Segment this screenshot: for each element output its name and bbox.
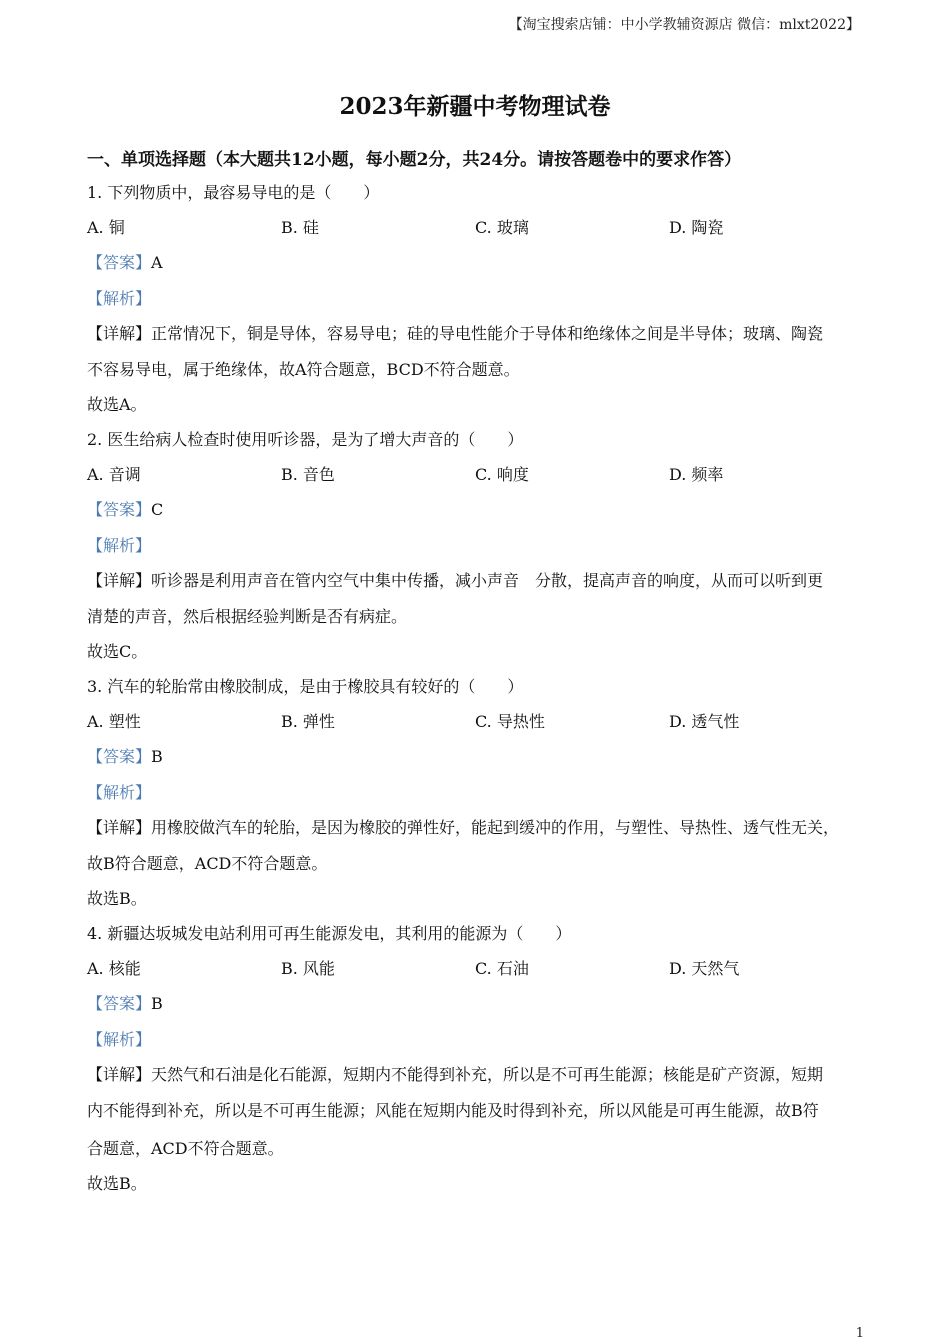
answer-label: 【答案】 [87, 994, 152, 1013]
detail-line [87, 324, 867, 344]
option-d: D. 陶瓷 [669, 218, 724, 237]
option-b: B. 音色 [281, 465, 335, 484]
option-d: D. 透气性 [669, 712, 740, 731]
detail-label: 【详解】 [87, 1065, 152, 1084]
answer-line [87, 747, 867, 767]
answer-value: C [151, 500, 164, 519]
section-title: 一、单项选择题（本大题共12小题，每小题2分，共24分。请按答题卷中的要求作答） [87, 150, 742, 170]
conclusion: 故选B。 [87, 1174, 147, 1193]
answer-line [87, 500, 867, 520]
detail-label: 【详解】 [87, 571, 152, 590]
answer-value: B [151, 994, 163, 1013]
question-stem: 3. 汽车的轮胎常由橡胶制成，是由于橡胶具有较好的（ ） [87, 677, 524, 696]
analysis-label: 【解析】 [87, 289, 152, 308]
option-c: C. 响度 [475, 465, 529, 484]
detail-line: 合题意，ACD不符合题意。 [87, 1139, 284, 1158]
option-b: B. 硅 [281, 218, 319, 237]
option-d: D. 频率 [669, 465, 724, 484]
detail-label: 【详解】 [87, 324, 152, 343]
question-stem: 1. 下列物质中，最容易导电的是（ ） [87, 183, 380, 202]
option-d: D. 天然气 [669, 959, 740, 978]
option-c: C. 玻璃 [475, 218, 529, 237]
detail-line: 故B符合题意，ACD不符合题意。 [87, 854, 328, 873]
option-b: B. 风能 [281, 959, 335, 978]
analysis-label: 【解析】 [87, 783, 152, 802]
detail-label: 【详解】 [87, 818, 152, 837]
detail-text: 听诊器是利用声音在管内空气中集中传播，减小声音 分散，提高声音的响度，从而可以听到更 [151, 571, 824, 590]
detail-text: 用橡胶做汽车的轮胎，是因为橡胶的弹性好，能起到缓冲的作用，与塑性、导热性、透气性无关， [151, 818, 840, 837]
detail-text: 正常情况下，铜是导体，容易导电；硅的导电性能介于导体和绝缘体之间是半导体；玻璃、陶瓷 [151, 324, 824, 343]
detail-line: 内不能得到补充，所以是不可再生能源；风能在短期内能及时得到补充，所以风能是可再生能源，故B符 [87, 1101, 819, 1120]
option-b: B. 弹性 [281, 712, 335, 731]
answer-line [87, 253, 867, 273]
answer-label: 【答案】 [87, 747, 152, 766]
answer-value: A [151, 253, 163, 272]
page-number: 1 [855, 1326, 864, 1341]
question-stem: 4. 新疆达坂城发电站利用可再生能源发电，其利用的能源为（ ） [87, 924, 572, 943]
conclusion: 故选B。 [87, 889, 147, 908]
detail-line: 不容易导电，属于绝缘体，故A符合题意，BCD不符合题意。 [87, 360, 520, 379]
answer-value: B [151, 747, 163, 766]
conclusion: 故选A。 [87, 395, 147, 414]
question-stem: 2. 医生给病人检查时使用听诊器，是为了增大声音的（ ） [87, 430, 524, 449]
option-c: C. 导热性 [475, 712, 545, 731]
detail-line [87, 571, 867, 591]
header-note: 【淘宝搜索店铺：中小学教辅资源店 微信：mlxt2022】 [508, 17, 860, 33]
option-a: A. 音调 [87, 465, 141, 484]
option-a: A. 核能 [87, 959, 141, 978]
analysis-label: 【解析】 [87, 536, 152, 555]
document-title: 2023年新疆中考物理试卷 [339, 93, 611, 120]
detail-line [87, 818, 867, 838]
answer-label: 【答案】 [87, 253, 152, 272]
detail-text: 天然气和石油是化石能源，短期内不能得到补充，所以是不可再生能源；核能是矿产资源，短期 [151, 1065, 824, 1084]
option-a: A. 塑性 [87, 712, 141, 731]
analysis-label: 【解析】 [87, 1030, 152, 1049]
answer-line [87, 994, 867, 1014]
option-a: A. 铜 [87, 218, 125, 237]
option-c: C. 石油 [475, 959, 529, 978]
detail-line [87, 1065, 867, 1085]
answer-label: 【答案】 [87, 500, 152, 519]
conclusion: 故选C。 [87, 642, 148, 661]
detail-line: 清楚的声音，然后根据经验判断是否有病症。 [87, 607, 408, 626]
